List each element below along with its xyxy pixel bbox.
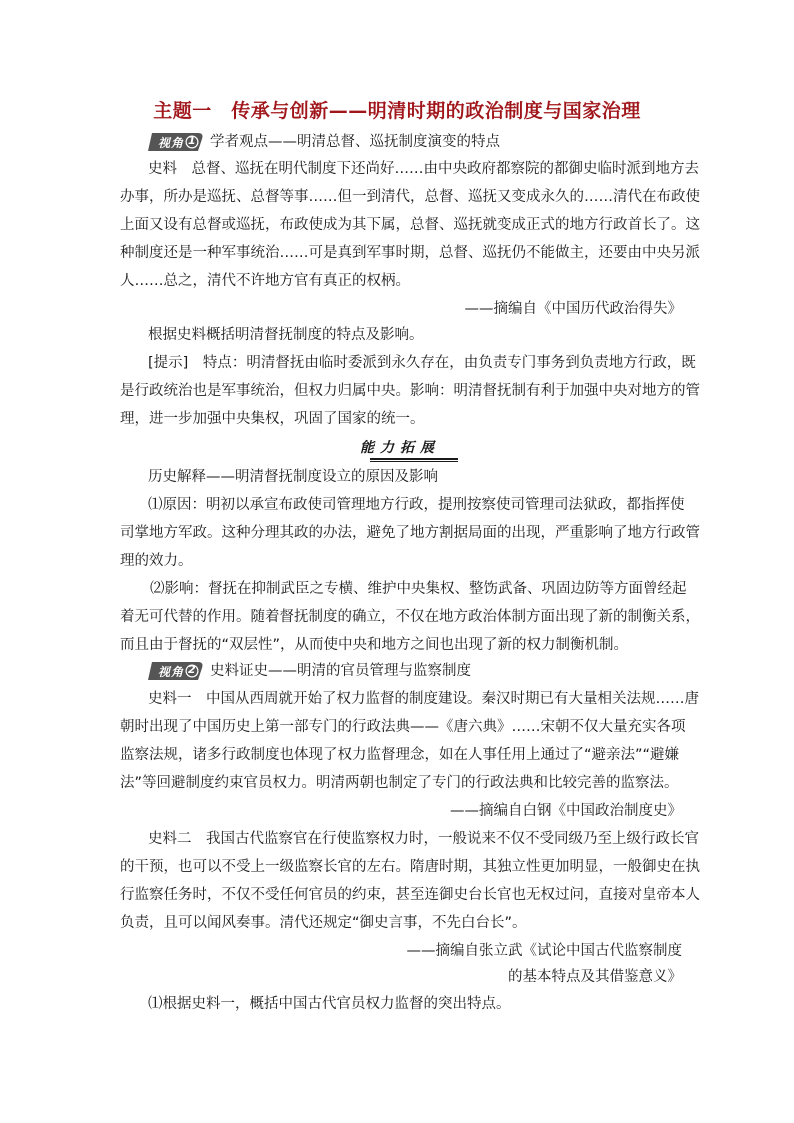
material2-citation: ——摘编自张立武《试论中国古代监察制度 (406, 943, 682, 959)
angle-badge-1 (148, 133, 204, 151)
reason-line: 司掌地方军政。这种分理其政的办法，避免了地方割据局面的出现，严重影响了地方行政管 (120, 525, 700, 541)
source1-line: 上面又设有总督或巡抚，布政使成为其下属，总督、巡抚就变成正式的地方行政首长了。这 (120, 217, 700, 233)
source1-citation: ——摘编自《中国历代政治得失》 (464, 301, 682, 317)
material2-line: 的干预，也可以不受上一级监察长官的左右。隋唐时期，其独立性更加明显，一般御史在执 (120, 859, 700, 875)
reason-line: ⑴原因：明初以承宣布政使司管理地方行政，提刑按察使司管理司法狱政，都指挥使 (148, 497, 685, 513)
material1-line: 朝时出现了中国历史上第一部专门的行政法典——《唐六典》……宋朝不仅大量充实各项 (120, 719, 686, 735)
badge-number: 1 (188, 134, 196, 147)
material2-line: 史料二 我国古代监察官在行使监察权力时，一般说来不仅不受同级乃至上级行政长官 (148, 831, 699, 847)
source1-line: 种制度还是一种军事统治……可是真到军事时期，总督、巡抚仍不能做主，还要由中央另派 (120, 245, 700, 261)
question1: 根据史料概括明清督抚制度的特点及影响。 (148, 327, 424, 343)
page-title: 主题一 传承与创新——明清时期的政治制度与国家治理 (153, 100, 641, 122)
ability-underline (370, 458, 458, 460)
badge-label: 视角 (158, 664, 185, 679)
source1-line: 史料 总督、巡抚在明代制度下还尚好……由中央政府都察院的都御史临时派到地方去 (148, 161, 699, 177)
material2-citation-cont: 的基本特点及其借鉴意义》 (508, 969, 682, 985)
material1-citation: ——摘编自白钢《中国政治制度史》 (450, 803, 682, 819)
ability-underline-thin (370, 461, 458, 462)
hint-line: [提示] 特点：明清督抚由临时委派到永久存在，由负责专门事务到负责地方行政，既 (148, 355, 696, 371)
angle1-heading: 学者观点——明清总督、巡抚制度演变的特点 (210, 134, 500, 150)
material2-line: 行监察任务时，不仅不受任何官员的约束，甚至连御史台长官也无权过问，直接对皇帝本人 (120, 887, 700, 903)
angle2-heading: 史料证史——明清的官员管理与监察制度 (210, 663, 471, 679)
reason-line: 理的效力。 (120, 553, 193, 569)
material2-line: 负责，且可以闻风奏事。清代还规定“御史言事，不先白台长”。 (120, 915, 527, 931)
explain-heading: 历史解释——明清督抚制度设立的原因及影响 (148, 469, 438, 485)
angle-badge-2 (148, 662, 204, 680)
material1-line: 监察法规，诸多行政制度也体现了权力监督理念，如在人事任用上通过了“避亲法”“避嫌 (120, 747, 680, 763)
impact-line: 而且由于督抚的“双层性”，从而使中央和地方之间也出现了新的权力制衡机制。 (120, 637, 629, 653)
impact-line: 着无可代替的作用。随着督抚制度的确立，不仅在地方政治体制方面出现了新的制衡关系， (120, 609, 700, 625)
ability-title: 能力拓展 (360, 440, 440, 456)
hint-line: 是行政统治也是军事统治，但权力归属中央。影响：明清督抚制有利于加强中央对地方的管 (120, 383, 700, 399)
hint-line: 理，进一步加强中央集权，巩固了国家的统一。 (120, 411, 425, 427)
source1-line: 办事，所办是巡抚、总督等事……但一到清代，总督、巡抚又变成永久的……清代在布政使 (120, 189, 700, 205)
badge-number: 2 (188, 663, 196, 676)
source1-line: 人……总之，清代不许地方官有真正的权柄。 (120, 273, 410, 289)
ability-extension-heading (0, 437, 794, 459)
impact-line: ⑵影响：督抚在抑制武臣之专横、维护中央集权、整饬武备、巩固边防等方面曾经起 (150, 581, 687, 597)
material1-line: 史料一 中国从西周就开始了权力监督的制度建设。秦汉时期已有大量相关法规……唐 (148, 691, 699, 707)
question2: ⑴根据史料一，概括中国古代官员权力监督的突出特点。 (148, 996, 511, 1012)
material1-line: 法”等回避制度约束官员权力。明清两朝也制定了专门的行政法典和比较完善的监察法。 (120, 775, 679, 791)
badge-label: 视角 (158, 135, 185, 150)
